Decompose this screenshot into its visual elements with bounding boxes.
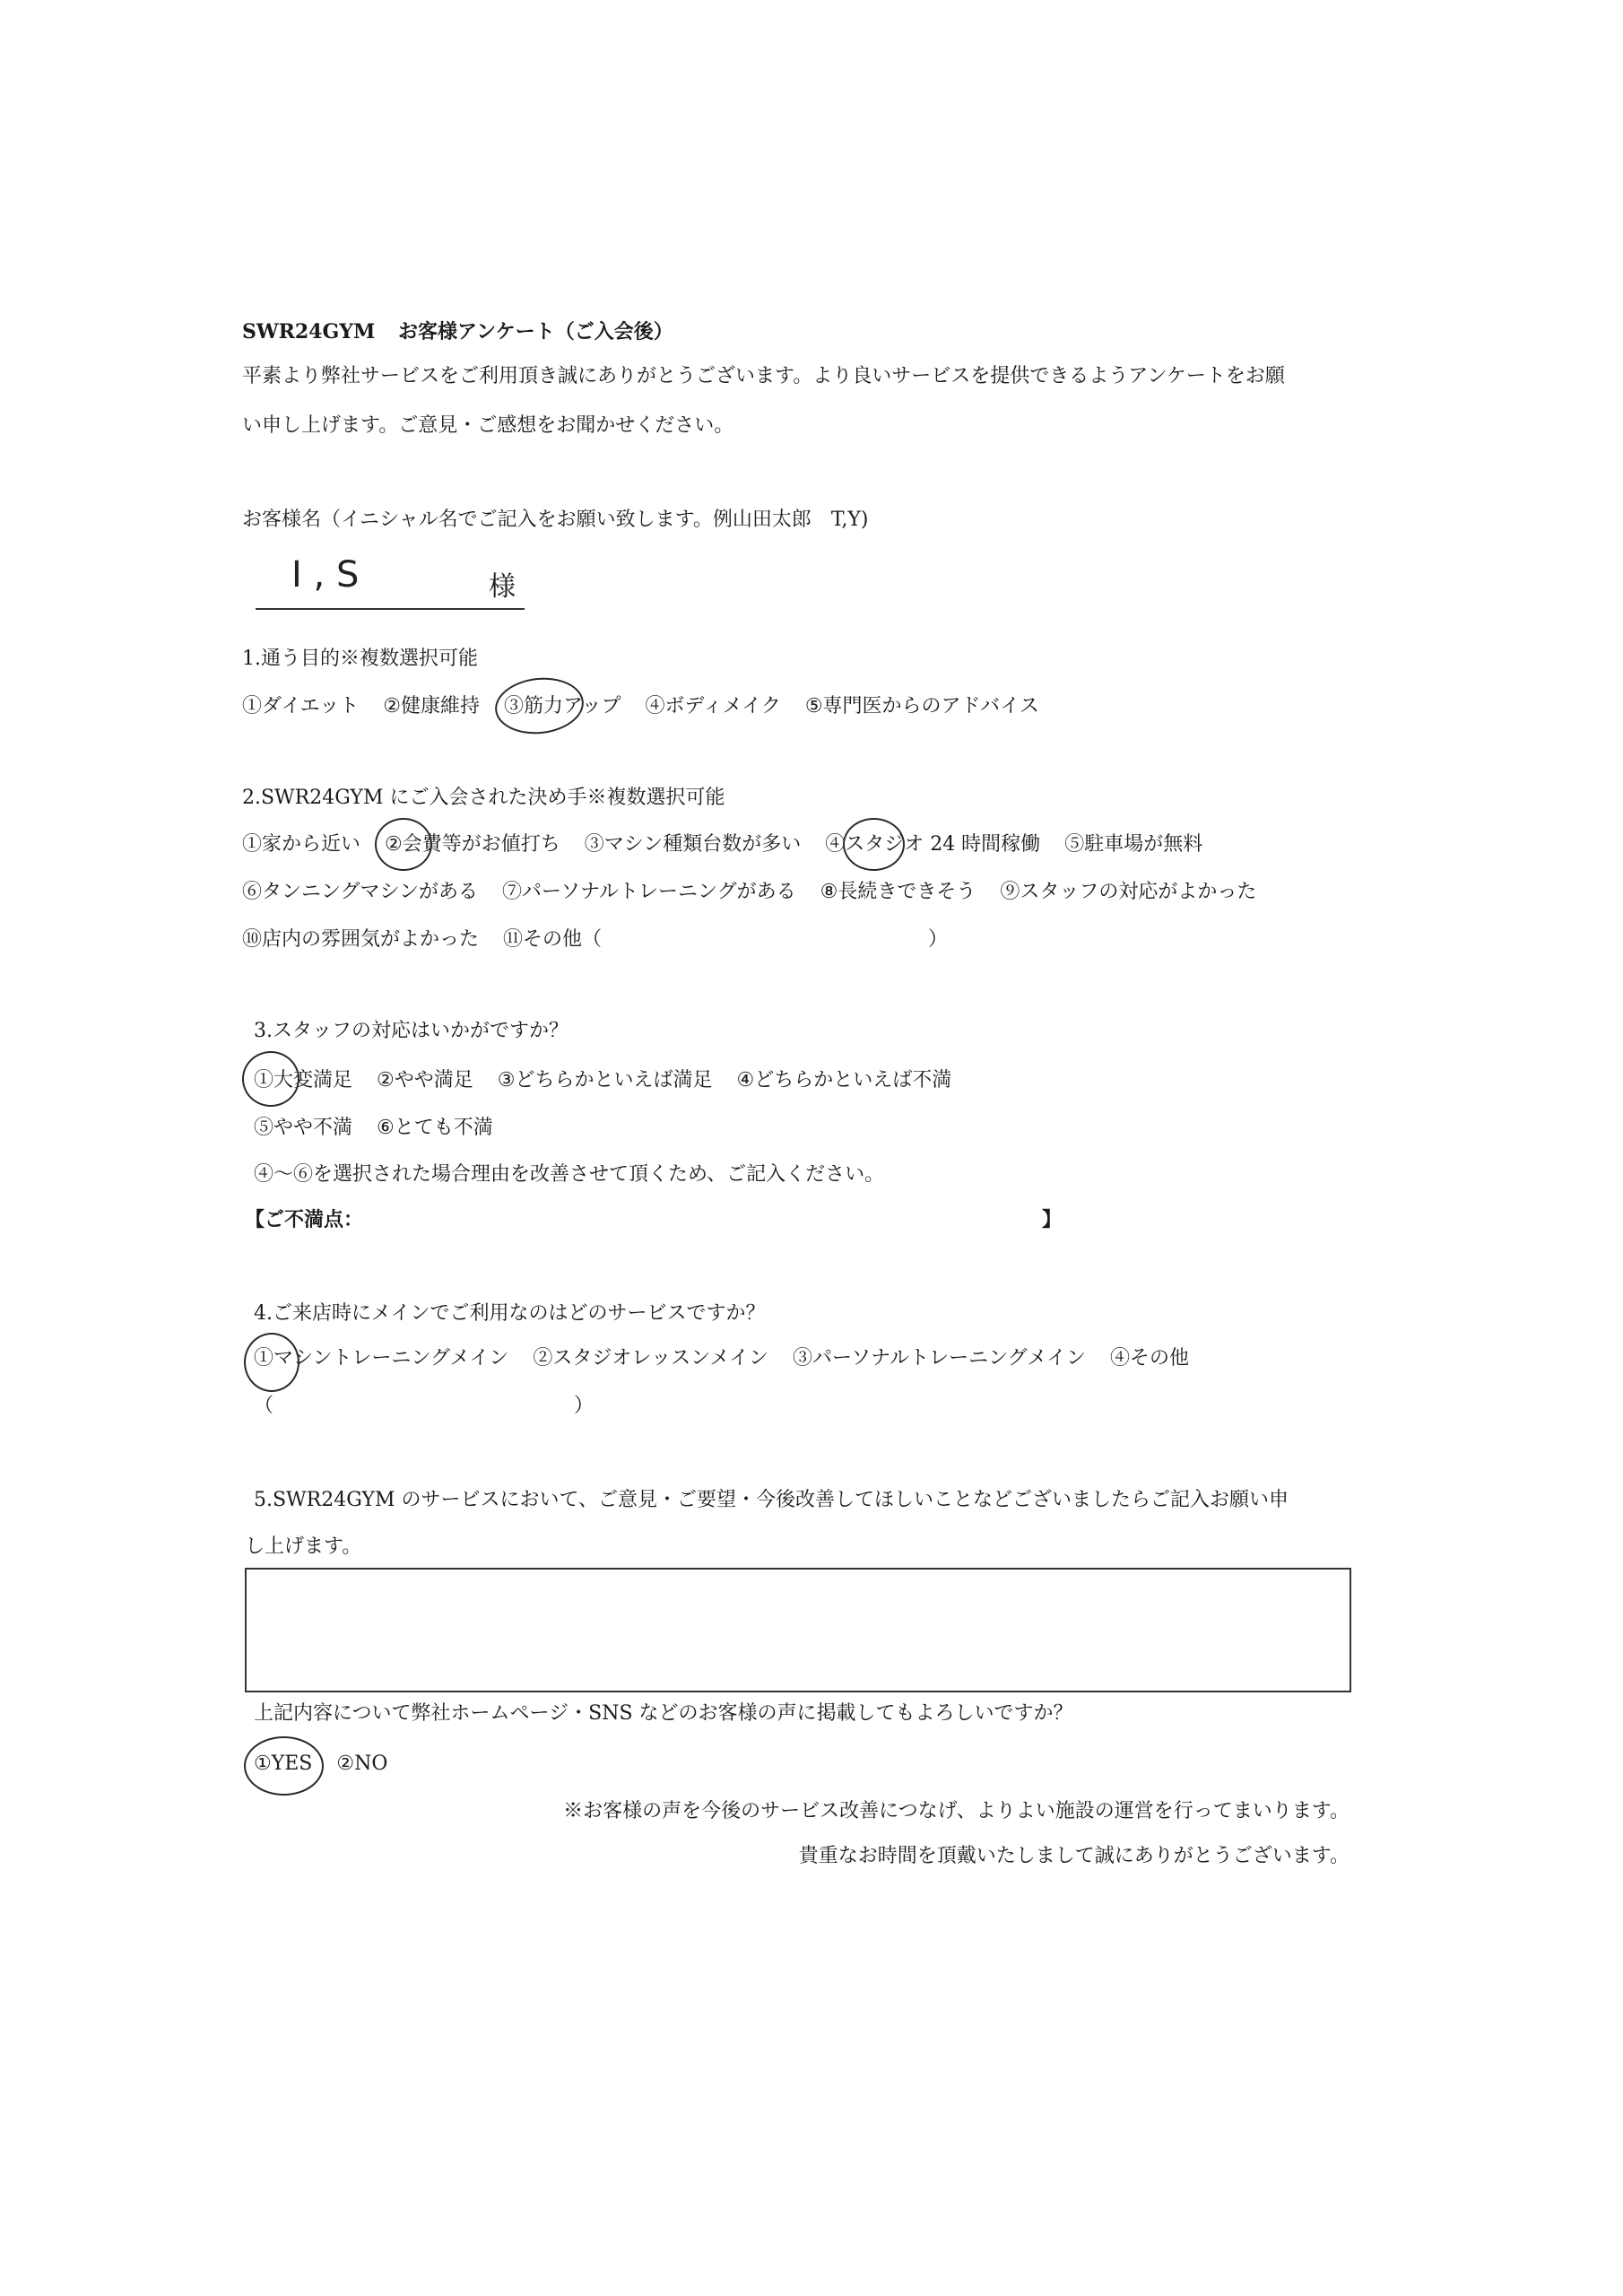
q2-row-3 xyxy=(242,926,602,953)
consent-selection-mark xyxy=(244,1736,324,1796)
footer-thanks: 貴重なお時間を頂戴いたしまして誠にありがとうございます。 xyxy=(798,1845,1350,1867)
q3-complaint-input[interactable] xyxy=(386,1204,1031,1236)
q2-option-8[interactable]: ⑧長続きできそう xyxy=(820,881,976,903)
q2-option-1[interactable]: ①家から近い xyxy=(242,833,361,856)
q4-options xyxy=(254,1345,1207,1372)
q1-option-4[interactable]: ④ボディメイク xyxy=(645,695,781,718)
q1-title: 1.通う目的※複数選択可能 xyxy=(242,648,478,670)
q3-selection-mark xyxy=(242,1051,299,1107)
q2-other-close: ） xyxy=(928,928,949,951)
q2-row-2 xyxy=(242,879,1274,906)
q4-option-1[interactable]: ①マシントレーニングメイン xyxy=(254,1347,509,1370)
q3-note: ④～⑥を選択された場合理由を改善させて頂くため、ご記入ください。 xyxy=(254,1163,885,1186)
consent-question: 上記内容について弊社ホームページ・SNS などのお客様の声に掲載してもよろしいですか？ xyxy=(254,1702,1073,1725)
q4-selection-mark xyxy=(244,1333,299,1392)
q4-title: 4.ご来店時にメインでご利用なのはどのサービスですか？ xyxy=(254,1302,766,1325)
q2-option-10[interactable]: ⑩店内の雰囲気がよかった xyxy=(242,928,480,951)
q5-answer-box[interactable] xyxy=(245,1568,1351,1692)
customer-name-label: お客様名（イニシャル名でご記入をお願い致します。例山田太郎 T,Y) xyxy=(242,509,869,531)
q2-selection-mark-2 xyxy=(375,818,432,871)
q3-option-2[interactable]: ②やや満足 xyxy=(377,1069,473,1091)
q4-other-open: （ xyxy=(254,1395,274,1417)
q1-option-5[interactable]: ⑤専門医からのアドバイス xyxy=(804,695,1039,718)
q1-options xyxy=(242,693,1057,720)
q2-option-7[interactable]: ⑦パーソナルトレーニングがある xyxy=(502,881,796,903)
q5-line-1: 5.SWR24GYM のサービスにおいて、ご意見・ご要望・今後改善してほしいことなどございましたらご記入お願い申 xyxy=(254,1489,1289,1511)
q2-title: 2.SWR24GYM にご入会された決め手※複数選択可能 xyxy=(242,787,725,809)
q3-option-5[interactable]: ⑤やや不満 xyxy=(254,1117,353,1139)
q4-other-close: ） xyxy=(574,1395,595,1417)
q4-option-4[interactable]: ④その他 xyxy=(1109,1347,1189,1370)
q4-option-3[interactable]: ③パーソナルトレーニングメイン xyxy=(793,1347,1086,1370)
form-header xyxy=(242,318,673,345)
q1-selection-mark xyxy=(492,674,586,738)
q3-option-1[interactable]: ①大変満足 xyxy=(254,1069,353,1091)
q3-row-2 xyxy=(254,1115,511,1142)
q2-option-5[interactable]: ⑤駐車場が無料 xyxy=(1064,833,1203,856)
q3-option-3[interactable]: ③どちらかといえば満足 xyxy=(497,1069,713,1091)
customer-name-value[interactable]: I , S xyxy=(291,554,360,596)
consent-no[interactable]: ②NO xyxy=(336,1752,388,1775)
consent-yes[interactable]: ①YES xyxy=(254,1752,313,1775)
footer-note: ※お客様の声を今後のサービス改善につなげ、よりよい施設の運営を行ってまいります。 xyxy=(563,1800,1350,1822)
q3-complaint-close: 】 xyxy=(1042,1208,1063,1231)
q2-option-11[interactable]: ⑪その他（ xyxy=(503,928,603,951)
customer-name-underline xyxy=(256,608,525,610)
q2-option-3[interactable]: ③マシン種類台数が多い xyxy=(584,833,802,856)
q3-option-6[interactable]: ⑥とても不満 xyxy=(377,1117,493,1139)
q5-line-2: し上げます。 xyxy=(245,1535,362,1558)
q3-complaint-label: 【ご不満点： xyxy=(245,1208,364,1231)
q2-option-9[interactable]: ⑨スタッフの対応がよかった xyxy=(1000,881,1257,903)
customer-name-suffix: 様 xyxy=(489,571,516,603)
intro-line-1: 平素より弊社サービスをご利用頂き誠にありがとうございます。より良いサービスを提供できるようアンケートをお願 xyxy=(242,365,1285,387)
q2-selection-mark-4 xyxy=(843,818,905,871)
form-title: お客様アンケート（ご入会後） xyxy=(398,320,673,344)
q3-option-4[interactable]: ④どちらかといえば不満 xyxy=(736,1069,952,1091)
brand-name: SWR24GYM xyxy=(242,320,376,344)
q2-option-4[interactable]: ④スタジオ 24 時間稼働 xyxy=(825,833,1041,856)
q1-option-3[interactable]: ③筋力アップ xyxy=(503,695,621,718)
q3-row-1 xyxy=(254,1067,969,1094)
q2-option-6[interactable]: ⑥タンニングマシンがある xyxy=(242,881,479,903)
q2-option-2[interactable]: ②会費等がお値打ち xyxy=(385,833,560,856)
q4-option-2[interactable]: ②スタジオレッスンメイン xyxy=(533,1347,769,1370)
q3-title: 3.スタッフの対応はいかがですか？ xyxy=(254,1020,568,1042)
q1-option-1[interactable]: ①ダイエット xyxy=(242,695,360,718)
q1-option-2[interactable]: ②健康維持 xyxy=(383,695,480,718)
intro-line-2: い申し上げます。ご意見・ご感想をお聞かせください。 xyxy=(242,414,734,437)
